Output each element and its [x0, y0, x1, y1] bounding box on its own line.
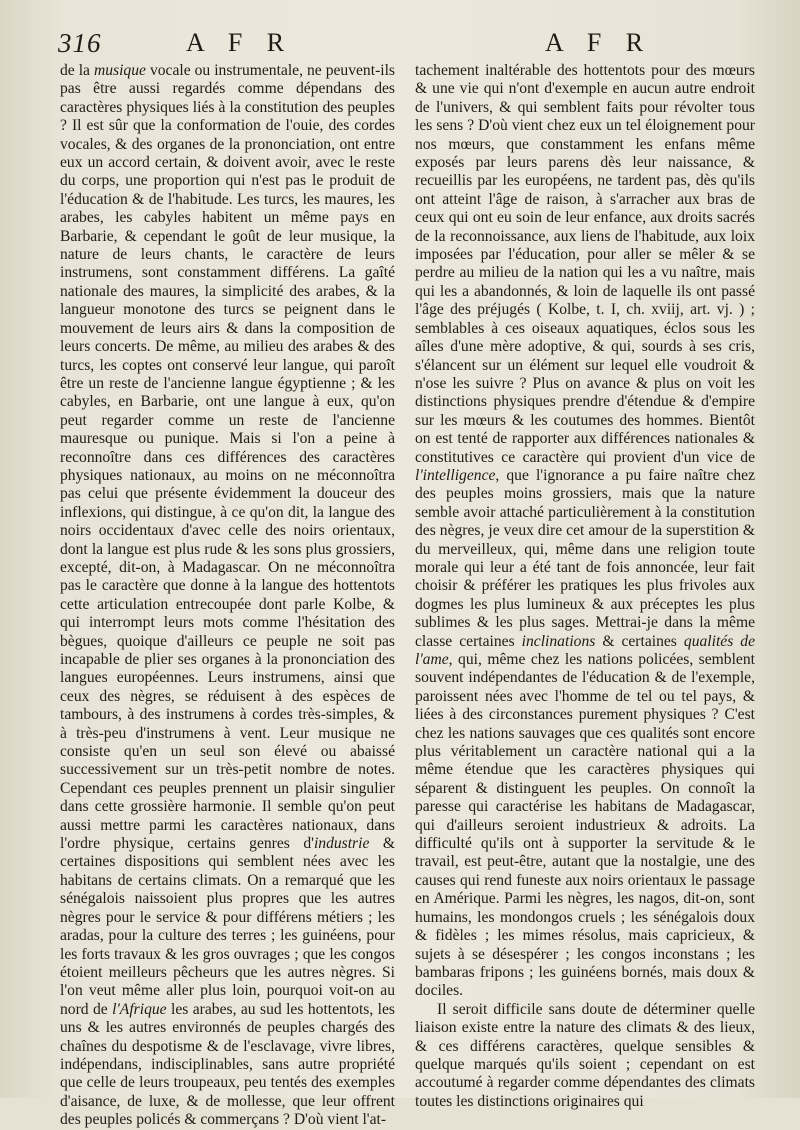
right-column [415, 62, 755, 1111]
running-head-right: A F R [545, 28, 653, 57]
left-column [60, 62, 395, 1130]
text-run: , que l'ignorance a pu faire naître chez des peuples moins grossiers, mais que la nature semble avoir attaché particulièrement à la constitution des nègres, je veux dire cet amour de la superstition & du merveilleux, qui, même dans une religion toute morale qui leur a été tant de fois annoncée, leur fait choisir & préférer les pratiques les plus frivoles aux dogmes les plus lumineux & aux préceptes les plus sublimes & les plus sages. Mettrai-je dans la même classe certaines [415, 466, 755, 650]
running-head-left: A F R [186, 28, 294, 57]
text-run: de la [60, 62, 94, 79]
italic-term: qualités de l'ame [415, 632, 755, 668]
text-run: & certaines dispositions qui semblent nées avec les habitans de certains climats. On a remarqué que les sénégalois naissoient plus propres que les autres nègres pour le service & pour différens métiers ; les aradas, pour la culture des terres ; les guinéens, pour les forts travaux & les gros ouvrages ; que les congos étoient meilleurs pêcheurs que les autres nègres. Si l'on veut même aller plus loin, pourquoi voit-on au nord de [60, 835, 395, 1018]
italic-term: l'Afrique [112, 1000, 167, 1018]
text-run: , qui, même chez les nations policées, semblent souvent indépendantes de l'éducation & de l'exemple, paroissent nées avec l'homme de tel ou tel pays, & liées à des circonstances purement physiques ? C'est chez les nations sauvages que ces qualités sont encore plus véritablement un caractère national qui a la même étendue que les caractères physiques qui séparent & distinguent les peuples. On connoît la paresse qui caractérise les habitans de Madagascar, qui d'ailleurs seroient industrieux & adroits. La difficulté qu'ils ont à supporter la servitude & le travail, est peut-être, autant que la nostalgie, une des causes qui rend funeste aux noirs orientaux le passage en Amérique. Parmi les nègres, les nagos, dit-on, sont humains, les mondongos cruels ; les sénégalois doux & fidèles ; les mimes résolus, mais capricieux, & sujets à se désespérer ; les congos inconstans ; les bambaras fripons ; les guinéens bornés, mais doux & dociles. [415, 651, 755, 1000]
italic-term: l'intelligence [415, 466, 496, 484]
left-paragraph [60, 62, 395, 1130]
page-number: 316 [58, 28, 102, 58]
right-paragraph-2 [415, 1001, 755, 1111]
italic-term: inclinations [521, 632, 596, 650]
text-run: tachement inaltérable des hottentots pour des mœurs & une vie qui n'ont d'exemple en aucun autre endroit de l'univers, & qui semblent faits pour révolter tous les sens ? D'où vient chez eux un tel éloignement pour nos mœurs, que constamment les enfans même exposés par leurs parens dès leur naissance, & recueillis par les européens, ne tardent pas, dès qu'ils ont atteint l'âge de raison, à s'arracher aux bras de ceux qui ont eu soin de leur enfance, aux droits sacrés de la reconnoissance, aux liens de l'habitude, aux loix imposées par l'éducation, pour aller se mêler & se perdre au milieu de la nation qui les a vu naître, mais qui les a abandonnés, & loin de laquelle ils ont passé l'âge des préjugés ( Kolbe, t. I, ch. xviij, art. vj. ) ; semblables à ces oiseaux aquatiques, éclos sous les aîles d'une mère adoptive, & qui, sourds à ses cris, s'élancent sur un élément sur lequel elle voudroit & n'ose les suivre ? Plus on avance & plus on voit les distinctions physiques prendre d'étendue & d'empire sur les mœurs & les coutumes des hommes. Bientôt on est tenté de rapporter aux différences nationales & constitutives ce caractère qui provient d'un vice de [415, 62, 755, 466]
italic-term: musique [93, 62, 146, 79]
text-run: vocale ou instrumentale, ne peuvent-ils pas être aussi regardés comme dépendans des caractères physiques liés à la constitution des peuples ? Il est sûr que la conformation de l'ouie, des cordes vocales, & des organes de la prononciation, ont entre eux un accord certain, & doivent avoir, avec le reste du corps, une proportion qui n'est pas le produit de l'éducation & de l'habitude. Les turcs, les maures, les arabes, les cabyles habitent un même pays en Barbarie, & cependant le goût de leur musique, la nature de leurs chants, le caractère de leurs instrumens, sont constamment différens. La gaîté nationale des maures, la simplicité des arabes, & la langueur monotone des turcs se peignent dans le mouvement de leurs airs & dans la composition de leurs concerts. De même, au milieu des arabes & des turcs, les coptes ont conservé leur langue, qui paroît être un reste de l'ancienne langue égyptienne ; & les cabyles, en Barbarie, ont une langue à eux, qu'on peut regarder comme un reste de l'ancienne mauresque ou punique. Mais si l'on a peine à reconnoître dans ces différences des caractères physiques nationaux, au moins on ne méconnoîtra pas celui que présente évidemment la douceur des inflexions, qui distingue, à ce qu'on dit, la langue des noirs occidentaux d'avec celle des noirs orientaux, dont la langue est plus rude & les sons plus grossiers, excepté, dit-on, à Madagascar. On ne méconnoîtra pas le caractère que donne à la langue des hottentots cette articulation entrecoupée dont parle Kolbe, & qui interrompt leurs mots comme l'hésitation des bègues, quoique d'ailleurs ce peuple ne soit pas incapable de plier ses organes à la prononciation des langues européennes. Leurs instrumens, ainsi que ceux des nègres, se réduisent à des espèces de tambours, à des instrumens à cordes très-simples, & à très-peu d'instrumens à vent. Leur musique ne consiste qu'en un seul son élevé ou abaissé successivement sur un très-petit nombre de notes. Cependant ces peuples prennent un plaisir singulier dans cette grossière harmonie. Il semble qu'on peut aussi mettre parmi les caractères nationaux, dans l'ordre physique, certains genres d' [60, 62, 395, 853]
text-run: les arabes, au sud les hottentots, les uns & les autres environnés de peuples chargés des chaînes du despotisme & de l'esclavage, vivre libres, indépendans, indisciplinables, sans autre propriété que celle de leurs troupeaux, peu tentés des exemples d'aisance, de luxe, & de mollesse, que leur offrent des peuples policés & commerçans ? D'où vient l'at- [60, 1000, 395, 1129]
right-paragraph-1 [415, 62, 755, 1001]
page-header [0, 26, 800, 60]
italic-term: industrie [313, 835, 370, 853]
text-run: & certaines [595, 632, 684, 650]
text-run: Il seroit difficile sans doute de déterminer quelle liaison existe entre la nature des climats & des lieux, & ces différens caractères, quelque sensibles & quelque marqués qu'ils soient ; cependant on est accoutumé à regarder comme dépendantes des climats toutes les distinctions originaires qui [415, 1000, 755, 1110]
